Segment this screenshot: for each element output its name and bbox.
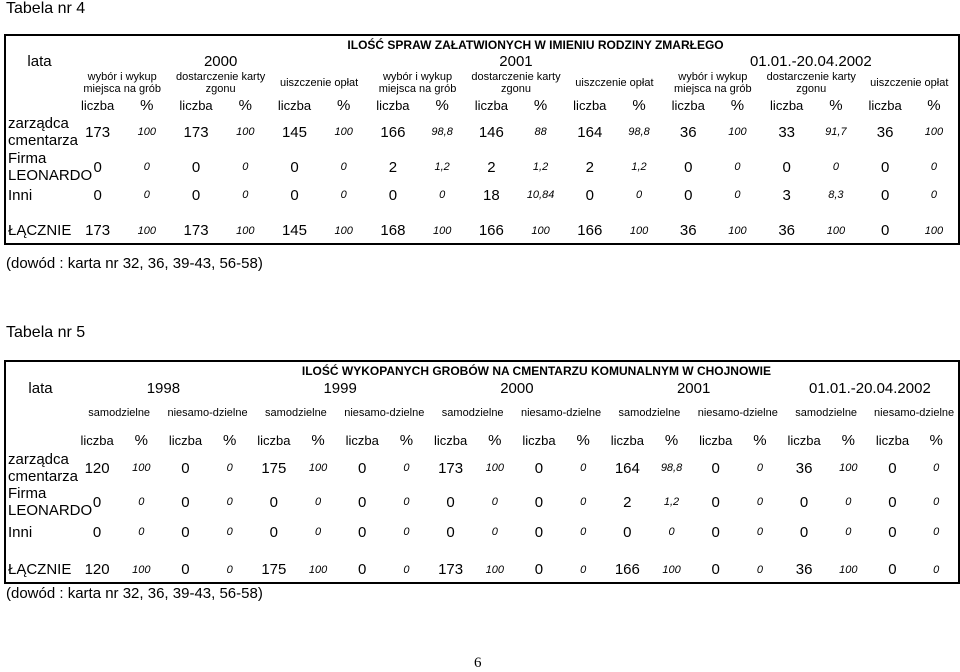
table5-spacer <box>75 545 959 557</box>
table5-count-cell: 0 <box>181 523 190 541</box>
table4-pct-cell: 100 <box>122 218 171 244</box>
table5-pct-cell: 0 <box>915 485 959 519</box>
table5-count-cell: 0 <box>446 493 455 511</box>
table5-pct-header: % <box>399 431 414 449</box>
table5-count-cell: 0 <box>888 459 897 477</box>
table4-source-note: (dowód : karta nr 32, 36, 39-43, 56-58) <box>6 255 263 272</box>
table4-corner <box>5 35 73 53</box>
table5-lp-blank <box>5 429 75 451</box>
table5-corner <box>5 361 75 379</box>
table4-pct-cell: 100 <box>516 218 565 244</box>
table4-liczba-header: liczba <box>770 97 804 113</box>
table4-pct-header: % <box>910 96 959 114</box>
table4-pct-cell: 0 <box>910 150 959 184</box>
table5-liczba-header: liczba <box>787 432 821 448</box>
table5-pct-cell: 100 <box>132 462 151 474</box>
table5-pct-header: % <box>753 431 767 449</box>
table4-count-cell: 0 <box>684 186 693 204</box>
table5-count-cell: 166 <box>605 557 649 583</box>
table5-year-4: 01.01.-20.04.2002 <box>782 379 959 397</box>
table5-liczba-header: liczba <box>168 432 203 448</box>
table5-pct-cell: 0 <box>384 557 428 583</box>
table5-count-cell: 164 <box>614 459 640 477</box>
table4-liczba-header: liczba <box>868 97 902 113</box>
table4-subheader-7: dostarczenie karty zgonu <box>766 71 856 95</box>
table4-spacer <box>73 206 959 218</box>
table5-count-cell: 0 <box>888 493 897 511</box>
table4-pct-cell: 0 <box>340 189 347 201</box>
table5-liczba-header: liczba <box>610 432 644 448</box>
table5-count-cell: 0 <box>92 523 102 541</box>
table5-liczba-header: liczba <box>345 432 379 448</box>
table4-pct-cell: 8,3 <box>828 189 844 201</box>
table5-subheader-9: niesamo-dzielne <box>870 397 958 429</box>
table5-row-label: Inni <box>5 519 75 545</box>
table4-count-cell: 0 <box>290 186 299 204</box>
table4-pct-cell: 88 <box>534 126 547 138</box>
table5-pct-header: % <box>488 431 502 449</box>
table5-count-cell: 0 <box>269 493 279 511</box>
table5-liczba-header: liczba <box>699 432 733 448</box>
table4-pct-cell: 100 <box>910 218 959 244</box>
table5-pct-cell: 0 <box>580 526 587 538</box>
table5-pct-cell: 100 <box>485 462 504 474</box>
table4-pct-header: % <box>632 96 646 114</box>
table5-subheader-2: samodzielne <box>265 407 327 419</box>
table5-pct-cell: 0 <box>138 496 145 508</box>
table5-count-cell: 0 <box>358 523 367 541</box>
table4-pct-cell: 98,8 <box>431 126 453 138</box>
table4-pct-cell: 0 <box>143 189 150 201</box>
table5-pct-header: % <box>664 431 679 449</box>
table4-count-cell: 173 <box>73 218 122 244</box>
table4-pct-cell: 98,8 <box>628 126 650 138</box>
table5-title: ILOŚĆ WYKOPANYCH GROBÓW NA CMENTARZU KOMUNALNYM W CHOJNOWIE <box>75 361 959 379</box>
table4-pct-cell: 100 <box>236 126 255 138</box>
table5-subheader-1: niesamo-dzielne <box>167 407 248 419</box>
table5-pct-cell: 0 <box>756 526 763 538</box>
table5-subheader-6: samodzielne <box>618 407 681 419</box>
table4-pct-cell: 1,2 <box>434 161 450 173</box>
table4-pct-cell: 91,7 <box>825 126 847 138</box>
table4-row-label: Inni <box>5 184 73 206</box>
table4-pct-header: % <box>435 96 449 114</box>
table5-pct-cell: 0 <box>491 526 498 538</box>
table5-count-cell: 0 <box>694 557 738 583</box>
table4-pct-cell: 100 <box>728 126 747 138</box>
table4-pct-header: % <box>829 96 843 114</box>
table5-pct-cell: 0 <box>738 557 782 583</box>
table5-subheader-0: samodzielne <box>88 407 151 419</box>
table5-count-cell: 0 <box>163 557 207 583</box>
table4-count-cell: 0 <box>290 158 299 176</box>
table4-subheader-3: wybór i wykup miejsca na grób <box>378 71 457 95</box>
table5-count-cell: 0 <box>358 493 367 511</box>
table5-count-cell: 0 <box>92 493 102 511</box>
table5-pct-cell: 100 <box>308 462 328 474</box>
table5-pct-header: % <box>134 431 148 449</box>
table5-count-cell: 36 <box>782 557 826 583</box>
table5-pct-cell: 0 <box>756 462 763 474</box>
table5-liczba-header: liczba <box>433 432 468 448</box>
table5-year-0: 1998 <box>146 379 181 397</box>
page-number: 6 <box>474 655 482 671</box>
table4-subheader-2: uiszczenie opłat <box>279 77 359 89</box>
table4-count-cell: 166 <box>467 218 516 244</box>
table5-sub-blank <box>5 397 75 429</box>
table4-pct-cell: 1,2 <box>631 161 647 173</box>
table4-subheader-4: dostarczenie karty zgonu <box>471 71 561 95</box>
table5 <box>4 360 960 584</box>
table5-count-cell: 0 <box>269 523 279 541</box>
table5-pct-cell: 0 <box>491 496 498 508</box>
table5-pct-cell: 0 <box>226 462 233 474</box>
table5-row-label: Firma LEONARDO <box>5 485 75 519</box>
table4-count-cell: 36 <box>876 123 894 141</box>
table4-count-cell: 0 <box>191 186 201 204</box>
table5-count-cell: 0 <box>888 523 897 541</box>
table4-row-label: Firma LEONARDO <box>5 150 73 184</box>
table4-pct-cell: 10,84 <box>526 189 555 201</box>
table4-count-cell: 2 <box>388 158 398 176</box>
table5-source-note: (dowód : karta nr 32, 36, 39-43, 56-58) <box>6 585 263 602</box>
table4-pct-cell: 0 <box>910 184 959 206</box>
table5-count-cell: 0 <box>534 459 544 477</box>
table4-pct-cell: 100 <box>910 114 959 150</box>
table4-pct-cell: 0 <box>242 189 249 201</box>
table4-count-cell: 0 <box>93 158 102 176</box>
table5-liczba-header: liczba <box>80 432 114 448</box>
table5-count-cell: 0 <box>340 557 384 583</box>
table4-count-cell: 173 <box>183 123 209 141</box>
table4-liczba-header: liczba <box>474 97 508 113</box>
table4-pct-cell: 0 <box>340 161 347 173</box>
table5-spacer-label <box>5 545 75 557</box>
table5-count-cell: 175 <box>252 557 296 583</box>
table4-count-cell: 0 <box>388 186 398 204</box>
table5-liczba-header: liczba <box>522 432 556 448</box>
table4-pct-header: % <box>140 96 154 114</box>
table5-subheader-8: samodzielne <box>795 407 858 419</box>
table4-title: ILOŚĆ SPRAW ZAŁATWIONYCH W IMIENIU RODZINY ZMARŁEGO <box>73 35 959 53</box>
table5-pct-header: % <box>841 431 855 449</box>
table5-pct-cell: 1,2 <box>663 496 680 508</box>
table4-count-cell: 0 <box>880 158 890 176</box>
table5-lata-label: lata <box>5 379 75 397</box>
table5-liczba-header: liczba <box>875 432 910 448</box>
table5-pct-header: % <box>311 431 325 449</box>
table4-pct-cell: 0 <box>242 161 249 173</box>
table4-count-cell: 0 <box>585 186 594 204</box>
table5-count-cell: 0 <box>181 459 190 477</box>
table4-liczba-header: liczba <box>179 97 213 113</box>
table5-row-label: zarządca cmentarza <box>5 451 75 485</box>
table5-count-cell: 0 <box>358 459 367 477</box>
table4-count-cell: 164 <box>577 123 603 141</box>
table4-pct-header: % <box>238 96 252 114</box>
table5-liczba-header: liczba <box>257 432 291 448</box>
table4-liczba-header: liczba <box>376 97 410 113</box>
table4-subheader-6: wybór i wykup miejsca na grób <box>674 71 752 95</box>
table4-count-cell: 36 <box>679 123 697 141</box>
table4-pct-cell: 100 <box>614 218 663 244</box>
table5-pct-cell: 0 <box>756 496 763 508</box>
table5-count-cell: 0 <box>517 557 561 583</box>
table5-count-cell: 0 <box>534 493 544 511</box>
table5-subheader-3: niesamo-dzielne <box>344 407 425 419</box>
table4-count-cell: 2 <box>487 158 496 176</box>
table4-caption: Tabela nr 4 <box>6 0 86 17</box>
table4-row-label: ŁĄCZNIE <box>5 218 73 244</box>
table5-count-cell: 0 <box>711 523 720 541</box>
table4-row-label: zarządca cmentarza <box>5 114 73 150</box>
table4-count-cell: 173 <box>85 123 111 141</box>
table4-pct-cell: 100 <box>319 218 368 244</box>
table4-year-1: 2001 <box>499 53 533 70</box>
table5-pct-cell: 0 <box>845 526 852 538</box>
table5-pct-cell: 100 <box>649 557 693 583</box>
table4-pct-cell: 1,2 <box>532 161 549 173</box>
table5-pct-cell: 0 <box>915 451 959 485</box>
table4-liczba-header: liczba <box>671 97 705 113</box>
table5-pct-cell: 0 <box>226 496 233 508</box>
table4-count-cell: 146 <box>478 123 504 141</box>
table4-pct-cell: 100 <box>418 218 467 244</box>
table5-pct-cell: 0 <box>226 526 233 538</box>
table5-pct-cell: 0 <box>845 496 852 508</box>
table4-pct-cell: 0 <box>143 161 150 173</box>
table4-liczba-header: liczba <box>573 97 607 113</box>
table5-pct-cell: 0 <box>580 496 587 508</box>
table5-caption: Tabela nr 5 <box>6 324 86 341</box>
table5-count-cell: 0 <box>446 523 455 541</box>
table4-count-cell: 0 <box>191 158 201 176</box>
table4-pct-cell: 100 <box>221 218 270 244</box>
table4-count-cell: 0 <box>684 158 693 176</box>
table5-count-cell: 0 <box>711 493 720 511</box>
table4-pct-cell: 100 <box>334 126 353 138</box>
table5-pct-cell: 98,8 <box>660 462 683 474</box>
table5-count-cell: 175 <box>261 459 287 477</box>
table4-pct-header: % <box>533 96 548 114</box>
table4-count-cell: 166 <box>565 218 614 244</box>
table5-row-label: ŁĄCZNIE <box>5 557 75 583</box>
table5-pct-cell: 0 <box>314 496 322 508</box>
table4-subheader-8: uiszczenie opłat <box>861 70 960 96</box>
table5-pct-cell: 0 <box>668 526 675 538</box>
table5-pct-cell: 0 <box>580 462 587 474</box>
table5-pct-header: % <box>222 431 237 449</box>
table4-pct-cell: 100 <box>137 126 156 138</box>
table5-pct-cell: 0 <box>403 496 410 508</box>
table4-count-cell: 18 <box>483 186 500 204</box>
table5-pct-cell: 100 <box>473 557 517 583</box>
table5-count-cell: 2 <box>623 493 632 511</box>
table4-count-cell: 173 <box>171 218 220 244</box>
table5-year-1: 1999 <box>323 379 357 397</box>
table5-pct-cell: 0 <box>915 557 959 583</box>
table4-count-cell: 3 <box>782 186 791 204</box>
table5-pct-header: % <box>915 429 959 451</box>
table4 <box>4 34 960 245</box>
table5-count-cell: 0 <box>623 523 632 541</box>
table5-pct-cell: 0 <box>915 519 959 545</box>
table5-subheader-4: samodzielne <box>441 407 504 419</box>
table4-subheader-1: dostarczenie karty zgonu <box>176 71 266 95</box>
table5-pct-cell: 0 <box>403 462 410 474</box>
table5-pct-cell: 0 <box>314 526 322 538</box>
table4-count-cell: 145 <box>270 218 319 244</box>
table4-count-cell: 166 <box>380 123 406 141</box>
table5-pct-header: % <box>576 431 590 449</box>
table5-pct-cell: 100 <box>296 557 340 583</box>
table5-count-cell: 173 <box>438 459 464 477</box>
table5-count-cell: 0 <box>799 493 809 511</box>
table4-pct-cell: 0 <box>832 161 839 173</box>
table4-count-cell: 0 <box>93 186 102 204</box>
table5-year-2: 2000 <box>500 379 534 397</box>
table4-pct-cell: 0 <box>734 189 741 201</box>
table4-spacer-label <box>5 206 73 218</box>
table5-count-cell: 0 <box>711 459 720 477</box>
table5-pct-cell: 0 <box>561 557 605 583</box>
table4-lata-label: lata <box>5 53 73 70</box>
table5-pct-cell: 0 <box>403 526 410 538</box>
table4-pct-cell: 100 <box>811 218 860 244</box>
table5-year-3: 2001 <box>676 379 711 397</box>
table4-count-cell: 0 <box>880 186 890 204</box>
table4-count-cell: 168 <box>368 218 417 244</box>
table5-pct-cell: 0 <box>138 526 145 538</box>
table4-count-cell: 145 <box>281 123 307 141</box>
table5-count-cell: 0 <box>181 493 190 511</box>
table4-sub-blank <box>5 70 73 96</box>
table4-count-cell: 0 <box>861 218 910 244</box>
table4-pct-cell: 0 <box>734 161 741 173</box>
table4-pct-cell: 100 <box>713 218 762 244</box>
table4-pct-cell: 0 <box>635 189 643 201</box>
table4-count-cell: 0 <box>782 158 791 176</box>
table5-pct-cell: 100 <box>119 557 163 583</box>
table5-count-cell: 120 <box>84 459 110 477</box>
table5-count-cell: 173 <box>429 557 473 583</box>
table5-count-cell: 0 <box>534 523 544 541</box>
table4-year-0: 2000 <box>203 53 238 70</box>
table4-subheader-0: wybór i wykup miejsca na grób <box>83 71 162 95</box>
table4-liczba-header: liczba <box>80 97 115 113</box>
table4-pct-header: % <box>730 96 745 114</box>
table5-pct-cell: 100 <box>826 557 870 583</box>
table4-count-cell: 36 <box>664 218 713 244</box>
table5-pct-cell: 100 <box>839 462 858 474</box>
table5-subheader-5: niesamo-dzielne <box>521 407 602 419</box>
table5-subheader-7: niesamo-dzielne <box>697 407 778 419</box>
table5-count-cell: 36 <box>795 459 813 477</box>
table5-pct-cell: 0 <box>208 557 252 583</box>
table5-count-cell: 0 <box>870 557 914 583</box>
table4-subheader-5: uiszczenie opłat <box>575 77 654 89</box>
table4-pct-header: % <box>337 96 351 114</box>
table4-count-cell: 33 <box>778 123 796 141</box>
table4-lp-blank <box>5 96 73 114</box>
table4-pct-cell: 0 <box>439 189 446 201</box>
table5-count-cell: 120 <box>75 557 119 583</box>
table4-year-2: 01.01.-20.04.2002 <box>664 53 959 70</box>
table4-count-cell: 36 <box>762 218 811 244</box>
table4-liczba-header: liczba <box>277 97 312 113</box>
table4-count-cell: 2 <box>585 158 594 176</box>
table5-count-cell: 0 <box>799 523 809 541</box>
